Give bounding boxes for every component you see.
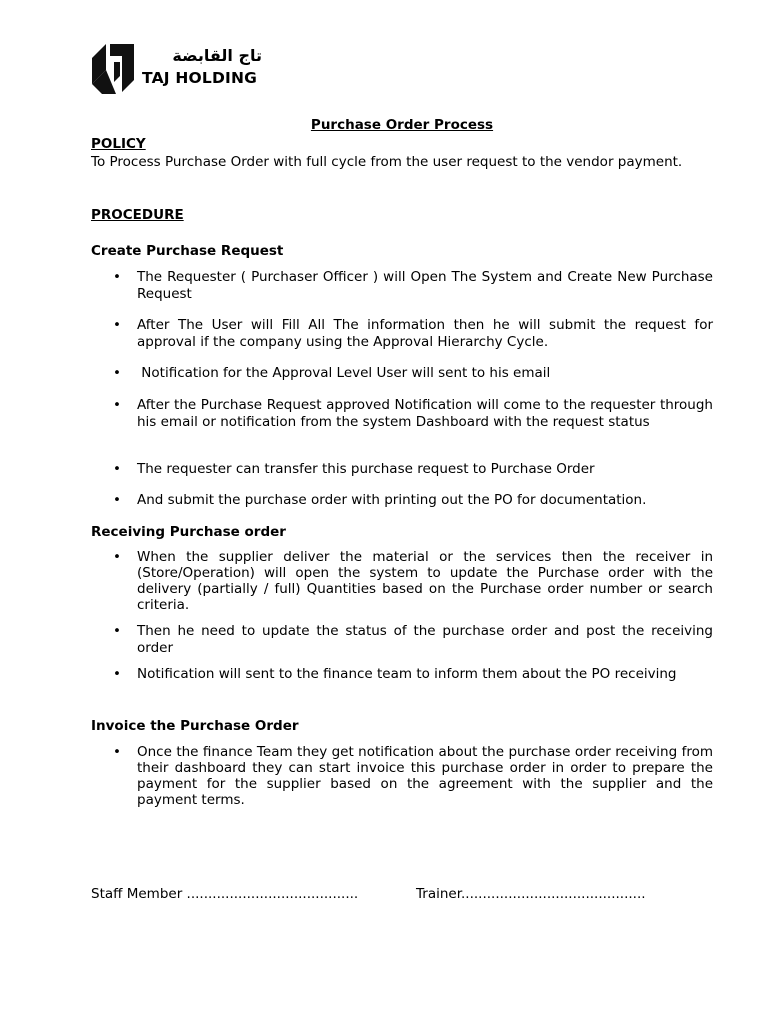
list-item: Notification for the Approval Level User will sent to his email xyxy=(137,365,551,381)
policy-heading: POLICY xyxy=(91,136,146,152)
list-item: And submit the purchase order with printing out the PO for documentation. xyxy=(137,492,647,508)
company-logo xyxy=(90,42,270,96)
list-item: The requester can transfer this purchase request to Purchase Order xyxy=(137,461,595,477)
invoice-section-heading: Invoice the Purchase Order xyxy=(91,718,299,734)
policy-text: To Process Purchase Order with full cycle from the user request to the vendor payment. xyxy=(91,154,683,170)
document-title: Purchase Order Process xyxy=(310,117,494,133)
trainer-signature: Trainer........................................... xyxy=(416,886,646,902)
bullet-marker: • xyxy=(113,269,121,285)
list-item: The Requester ( Purchaser Officer ) will Open The System and Create New Purchase Request xyxy=(137,269,713,302)
logo-arabic-text: تاج القابضة xyxy=(172,46,262,65)
bullet-marker: • xyxy=(113,461,121,477)
create-section-heading: Create Purchase Request xyxy=(91,243,284,259)
logo-name: TAJ HOLDING xyxy=(142,69,258,87)
list-item: Notification will sent to the finance team to inform them about the PO receiving xyxy=(137,666,677,682)
list-item: After The User will Fill All The information then he will submit the request for approval if the company using the Approval Hierarchy Cycle. xyxy=(137,317,713,350)
list-item: When the supplier deliver the material or the services then the receiver in (Store/Operation) will open the system to update the Purchase order with the delivery (partially / full) Quantities based on the Purchase order number or search criteria. xyxy=(137,549,713,613)
list-item: After the Purchase Request approved Notification will come to the requester through his email or notification from the system Dashboard with the request status xyxy=(137,397,713,430)
list-item: Then he need to update the status of the purchase order and post the receiving order xyxy=(137,623,713,656)
bullet-marker: • xyxy=(113,492,121,508)
list-item: Once the finance Team they get notification about the purchase order receiving from their dashboard they can start invoice this purchase order in order to prepare the payment for the supplier based on the agreement with the supplier and the payment terms. xyxy=(137,744,713,808)
bullet-marker: • xyxy=(113,623,121,639)
bullet-marker: • xyxy=(113,549,121,565)
procedure-heading: PROCEDURE xyxy=(91,207,184,223)
bullet-marker: • xyxy=(113,666,121,682)
taj-logo-icon xyxy=(90,42,138,96)
bullet-marker: • xyxy=(113,744,121,760)
bullet-marker: • xyxy=(113,317,121,333)
bullet-marker: • xyxy=(113,397,121,413)
staff-member-signature: Staff Member ........................................ xyxy=(91,886,359,902)
receiving-section-heading: Receiving Purchase order xyxy=(91,524,286,540)
bullet-marker: • xyxy=(113,365,121,381)
